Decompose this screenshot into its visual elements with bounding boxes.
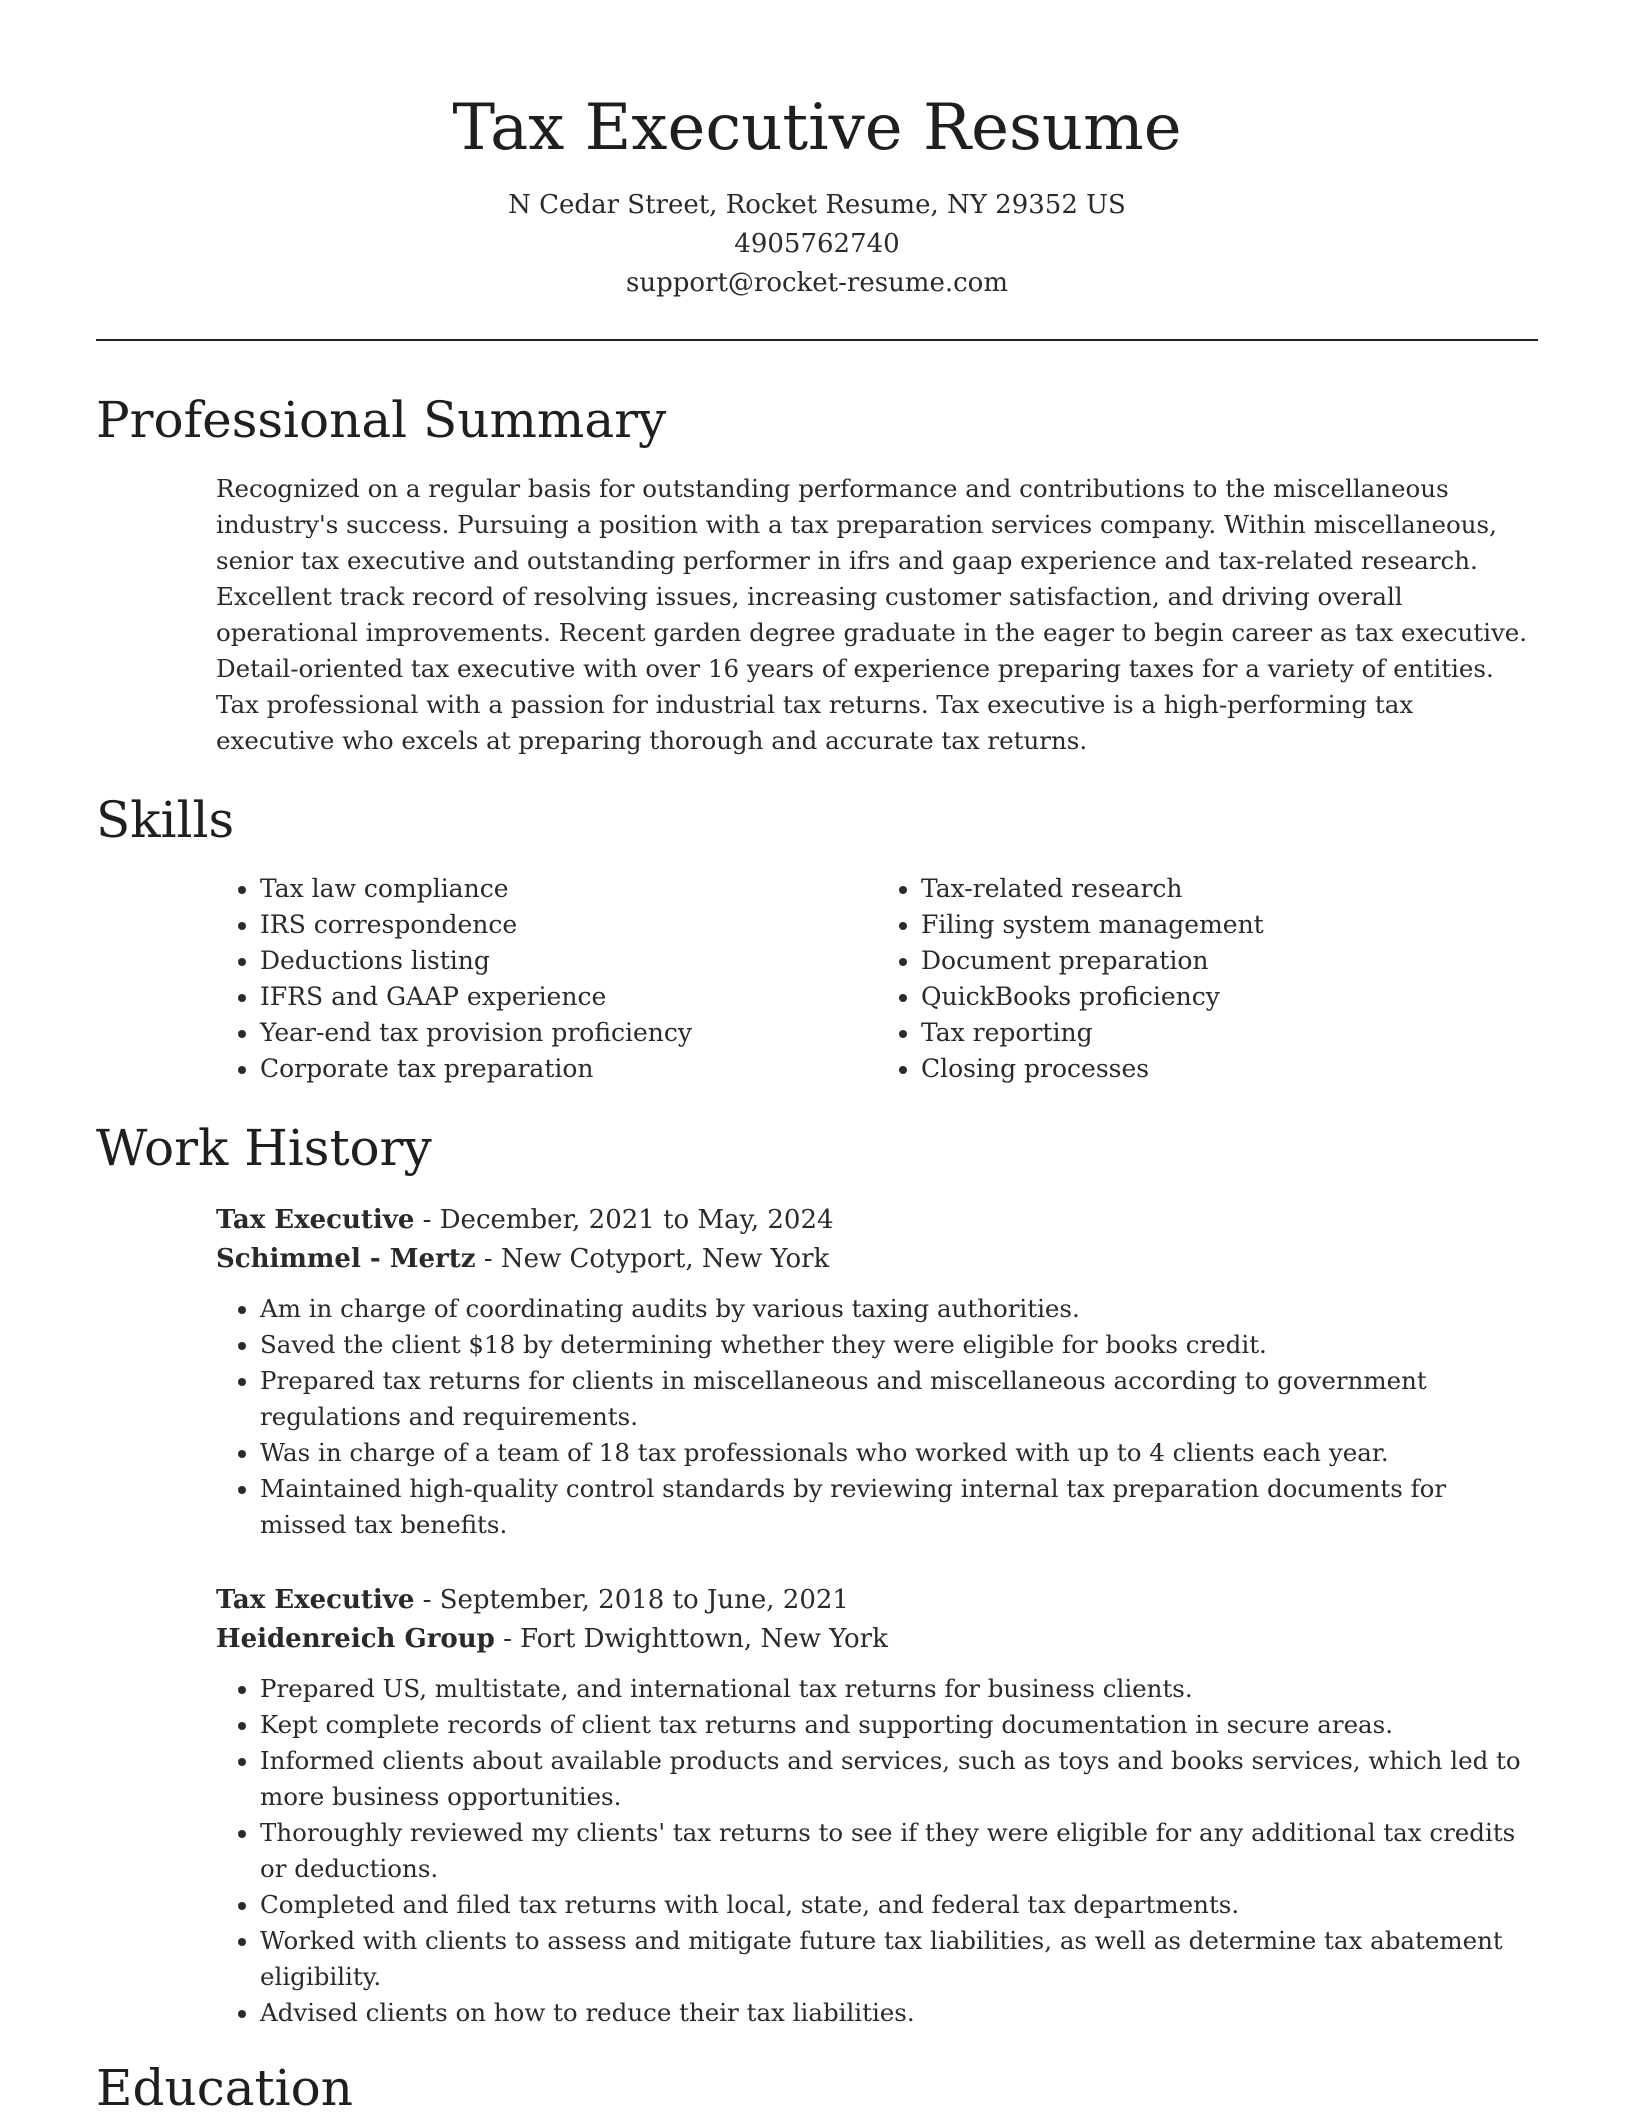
job-bullet: • Completed and filed tax returns with local, state, and federal tax departments. (260, 1887, 1538, 1923)
job-bullet: • Am in charge of coordinating audits by various taxing authorities. (260, 1291, 1538, 1327)
skill-item: • Tax-related research (921, 871, 1538, 907)
job-entry (216, 1201, 1538, 1543)
job-entry (216, 1581, 1538, 2031)
skill-item: • Closing processes (921, 1051, 1538, 1087)
job-bullet: • Worked with clients to assess and mitigate future tax liabilities, as well as determine tax abatement eligibility. (260, 1923, 1538, 1995)
skills-list-left (216, 871, 877, 1087)
contact-email: support@rocket-resume.com (625, 268, 1008, 298)
skill-item: • Corporate tax preparation (260, 1051, 877, 1087)
skill-item: • Year-end tax provision proficiency (260, 1015, 877, 1051)
header-divider (96, 339, 1538, 341)
job-bullets (216, 1671, 1538, 2031)
work-history-section (96, 1113, 1538, 2031)
skill-item: • IRS correspondence (260, 907, 877, 943)
job-location: - New Cotyport, New York (475, 1244, 830, 1274)
skill-item: • Deductions listing (260, 943, 877, 979)
job-bullet: • Advised clients on how to reduce their tax liabilities. (260, 1995, 1538, 2031)
job-company: Heidenreich Group (216, 1624, 495, 1654)
job-bullet: • Prepared tax returns for clients in miscellaneous and miscellaneous according to government regulations and requirements. (260, 1363, 1538, 1435)
job-title-line (216, 1581, 1538, 1620)
skills-list-right (877, 871, 1538, 1087)
skill-item: • IFRS and GAAP experience (260, 979, 877, 1015)
skills-grid (216, 871, 1538, 1087)
job-bullet: • Informed clients about available products and services, such as toys and books services, which led to more business opportunities. (260, 1743, 1538, 1815)
job-company-line (216, 1240, 1538, 1279)
summary-section (96, 385, 1538, 759)
summary-heading: Professional Summary (96, 391, 667, 449)
job-bullet: • Thoroughly reviewed my clients' tax returns to see if they were eligible for any additional tax credits or deductions. (260, 1815, 1538, 1887)
skill-item: • Tax law compliance (260, 871, 877, 907)
skill-item: • Filing system management (921, 907, 1538, 943)
skill-item: • QuickBooks proficiency (921, 979, 1538, 1015)
job-bullets (216, 1291, 1538, 1543)
page-title: Tax Executive Resume (452, 91, 1182, 165)
resume-header (96, 0, 1538, 303)
work-history-heading: Work History (96, 1119, 432, 1177)
job-bullet: • Was in charge of a team of 18 tax professionals who worked with up to 4 clients each year. (260, 1435, 1538, 1471)
job-dates: - September, 2018 to June, 2021 (414, 1585, 849, 1615)
job-title: Tax Executive (216, 1585, 415, 1615)
job-company: Schimmel - Mertz (216, 1244, 476, 1274)
job-company-line (216, 1620, 1538, 1659)
resume-page (96, 0, 1538, 2123)
skill-item: • Tax reporting (921, 1015, 1538, 1051)
skill-item: • Document preparation (921, 943, 1538, 979)
contact-phone: 4905762740 (734, 229, 900, 259)
skills-section (96, 785, 1538, 1087)
job-bullet: • Kept complete records of client tax returns and supporting documentation in secure areas. (260, 1707, 1538, 1743)
education-section (96, 2053, 1538, 2123)
contact-block (96, 186, 1538, 303)
job-title-line (216, 1201, 1538, 1240)
job-bullet: • Maintained high-quality control standards by reviewing internal tax preparation documents for missed tax benefits. (260, 1471, 1538, 1543)
job-dates: - December, 2021 to May, 2024 (414, 1205, 834, 1235)
summary-text: Recognized on a regular basis for outstanding performance and contributions to the miscellaneous industry's success. Pursuing a position with a tax preparation services company. Within miscellaneous, senior tax executive and outstanding performer in ifrs and gaap experience and tax-related research. Excellent track record of resolving issues, increasing customer satisfaction, and driving overall operational improvements. Recent garden degree graduate in the eager to begin career as tax executive. Detail-oriented tax executive with over 16 years of experience preparing taxes for a variety of entities. Tax professional with a passion for industrial tax returns. Tax executive is a high-performing tax executive who excels at preparing thorough and accurate tax returns. (216, 474, 1528, 755)
contact-address: N Cedar Street, Rocket Resume, NY 29352 US (508, 190, 1126, 220)
job-location: - Fort Dwighttown, New York (494, 1624, 888, 1654)
skills-heading: Skills (96, 791, 235, 849)
education-heading: Education (96, 2059, 353, 2117)
job-title: Tax Executive (216, 1205, 415, 1235)
job-bullet: • Prepared US, multistate, and international tax returns for business clients. (260, 1671, 1538, 1707)
job-bullet: • Saved the client $18 by determining whether they were eligible for books credit. (260, 1327, 1538, 1363)
